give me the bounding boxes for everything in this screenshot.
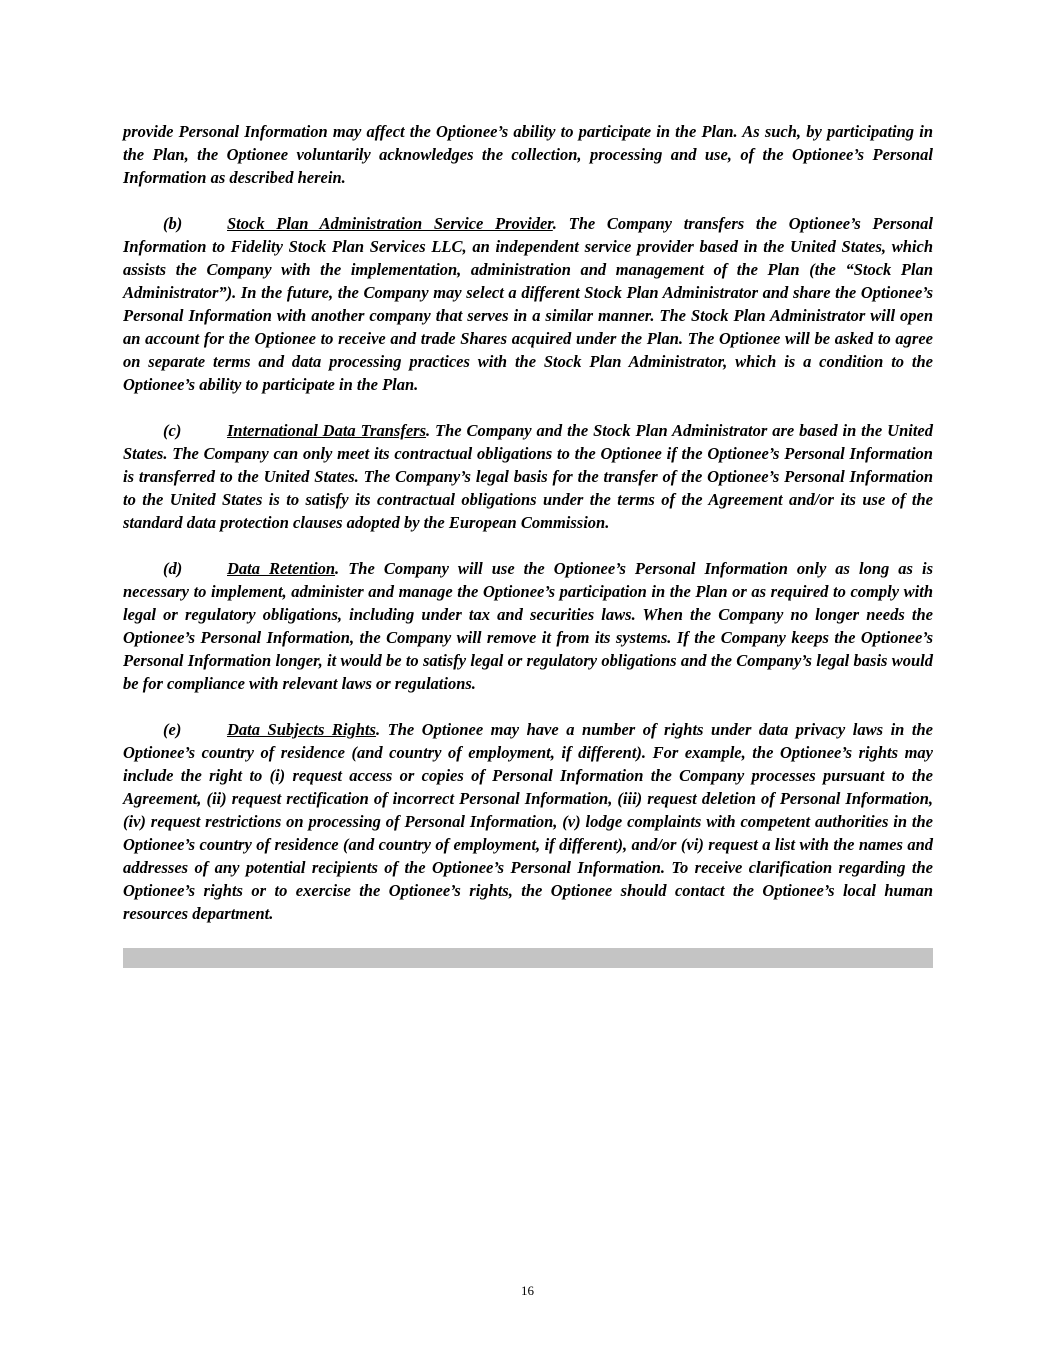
- paragraph-heading: Stock Plan Administration Service Provider: [227, 214, 553, 233]
- paragraph-body: . The Company transfers the Optionee’s Personal Information to Fidelity Stock Plan Services LLC, an independent service provider based in the United States, which assists the Company with the implementation, administration and management of the Plan (the “Stock Plan Administrator”). In the future, the Company may select a different Stock Plan Administrator and share the Optionee’s Personal Information with another company that serves in a similar manner. The Stock Plan Administrator will open an account for the Optionee to receive and trade Shares acquired under the Plan. The Optionee will be asked to agree on separate terms and data processing practices with the Stock Plan Administrator, which is a condition to the Optionee’s ability to participate in the Plan.: [123, 214, 933, 394]
- paragraph-label: (b): [163, 214, 183, 233]
- paragraph-label: (d): [163, 559, 183, 578]
- highlight-bar: [123, 948, 933, 968]
- paragraph-b: [123, 212, 933, 396]
- paragraph-label: (e): [163, 720, 182, 739]
- page-number: 16: [521, 1283, 534, 1298]
- paragraph-heading: Data Subjects Rights: [227, 720, 376, 739]
- paragraph-label: (c): [163, 421, 182, 440]
- paragraph-heading: Data Retention: [227, 559, 336, 578]
- paragraph-heading: International Data Transfers: [227, 421, 426, 440]
- paragraph-e: [123, 718, 933, 925]
- intro-paragraph: provide Personal Information may affect the Optionee’s ability to participate in the Plan. As such, by participating in the Plan, the Optionee voluntarily acknowledges the collection, processing and use, of the Optionee’s Personal Information as described herein.: [123, 122, 933, 187]
- paragraph-body: . The Company will use the Optionee’s Personal Information only as long as is necessary to implement, administer and manage the Optionee’s participation in the Plan or as required to comply with legal or regulatory obligations, including under tax and securities laws. When the Company no longer needs the Optionee’s Personal Information, the Company will remove it from its systems. If the Company keeps the Optionee’s Personal Information longer, it would be to satisfy legal or regulatory obligations and the Company’s legal basis would be for compliance with relevant laws or regulations.: [123, 559, 933, 693]
- page-footer: [0, 1283, 1055, 1299]
- paragraph-c: [123, 419, 933, 534]
- document-content: [123, 120, 933, 968]
- paragraph-d: [123, 557, 933, 695]
- paragraph-body: . The Company and the Stock Plan Administrator are based in the United States. The Company can only meet its contractual obligations to the Optionee if the Optionee’s Personal Information is transferred to the United States. The Company’s legal basis for the transfer of the Optionee’s Personal Information to the United States is to satisfy its contractual obligations under the terms of the Agreement and/or its use of the standard data protection clauses adopted by the European Commission.: [123, 421, 933, 532]
- paragraph-body: . The Optionee may have a number of rights under data privacy laws in the Optionee’s country of residence (and country of employment, if different). For example, the Optionee’s rights may include the right to (i) request access or copies of Personal Information the Company processes pursuant to the Agreement, (ii) request rectification of incorrect Personal Information, (iii) request deletion of Personal Information, (iv) request restrictions on processing of Personal Information, (v) lodge complaints with competent authorities in the Optionee’s country of residence (and country of employment, if different), and/or (vi) request a list with the names and addresses of any potential recipients of the Optionee’s Personal Information. To receive clarification regarding the Optionee’s rights or to exercise the Optionee’s rights, the Optionee should contact the Optionee’s local human resources department.: [123, 720, 933, 923]
